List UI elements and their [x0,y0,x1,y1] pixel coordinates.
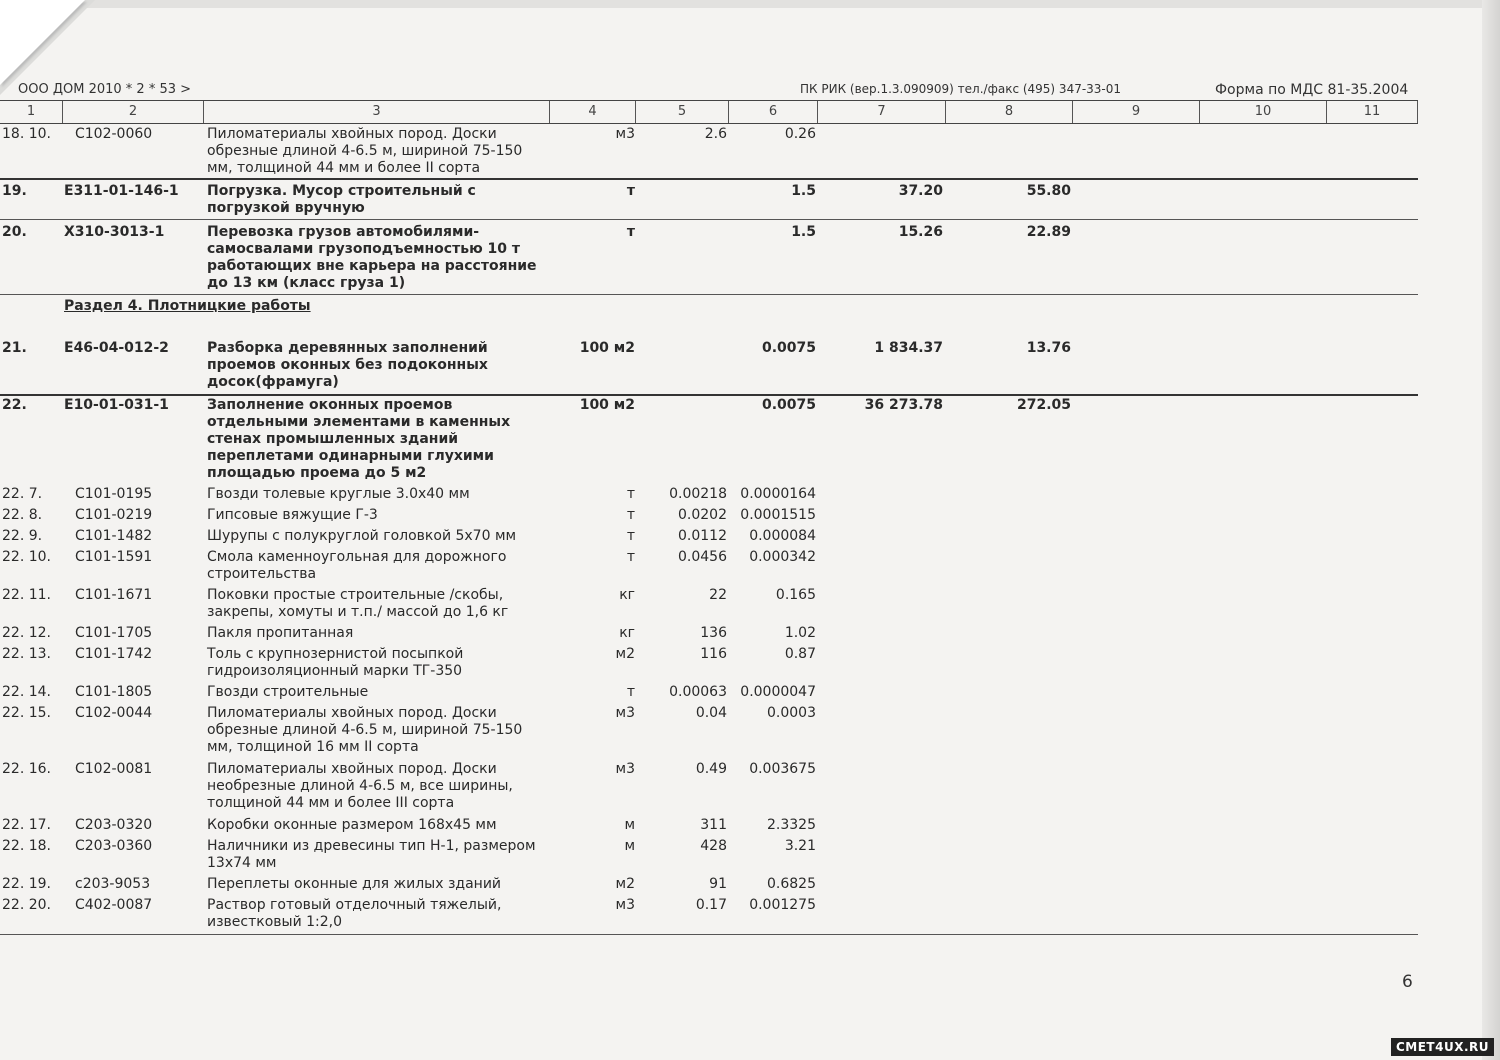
column-header: 5 [636,101,729,123]
row-divider [0,178,1418,180]
row-name: Толь с крупнозернистой посыпкой гидроизоляционный марки ТГ-350 [207,646,464,679]
row-total: 0.87 [784,646,816,662]
row-qty: 2.6 [704,126,727,142]
row-number: 18. 10. [2,126,51,142]
column-header: 2 [63,101,204,123]
row-total: 2.3325 [767,817,816,833]
row-unit: кг [619,587,635,603]
row-divider [0,394,1418,396]
row-code: С203-0360 [75,838,153,854]
row-number: 22. 13. [2,646,51,662]
row-total: 1.5 [791,183,816,199]
row-unit: м [624,817,635,833]
document-header-form: Форма по МДС 81-35.2004 [1215,82,1409,98]
column-header: 7 [818,101,946,123]
row-name: Пиломатериалы хвойных пород. Доски обрезные длиной 4-6.5 м, шириной 75-150 мм, толщиной 44 мм и более II сорта [207,126,523,176]
column-header: 10 [1200,101,1327,123]
folded-corner [0,0,85,85]
row-code: Е46-04-012-2 [64,340,169,356]
row-total: 0.0000164 [740,486,816,502]
row-name: Поковки простые строительные /скобы, закрепы, хомуты и т.п./ массой до 1,6 кг [207,587,509,620]
row-price: 37.20 [898,183,943,199]
row-price: 1 834.37 [874,340,943,356]
row-qty: 0.00063 [669,684,727,700]
row-total: 0.003675 [749,761,816,777]
row-qty: 0.0112 [678,528,727,544]
row-name: Коробки оконные размером 168х45 мм [207,817,497,833]
row-total: 1.02 [784,625,816,641]
row-unit: 100 м2 [579,340,635,356]
row-total: 3.21 [784,838,816,854]
row-name: Гвозди толевые круглые 3.0х40 мм [207,486,470,502]
row-unit: т [626,549,635,565]
row-qty: 116 [700,646,727,662]
row-qty: 91 [709,876,727,892]
row-number: 22. 18. [2,838,51,854]
row-qty: 428 [700,838,727,854]
row-number: 22. 15. [2,705,51,721]
row-unit: т [626,507,635,523]
row-code: С101-1671 [75,587,153,603]
row-number: 22. 11. [2,587,51,603]
row-number: 22. 14. [2,684,51,700]
row-code: С402-0087 [75,897,153,913]
document-header-left: ООО ДОМ 2010 * 2 * 53 > [18,82,192,97]
row-name: Пакля пропитанная [207,625,354,641]
table-bottom-rule [0,934,1418,935]
row-code: С101-0219 [75,507,153,523]
row-number: 22. 20. [2,897,51,913]
row-number: 22. [2,397,27,413]
row-qty: 136 [700,625,727,641]
row-name: Гвозди строительные [207,684,369,700]
row-number: 22. 19. [2,876,51,892]
page-number: 6 [1402,972,1413,992]
row-code: Е311-01-146-1 [64,183,179,199]
row-total: 0.001275 [749,897,816,913]
column-header: 6 [729,101,818,123]
row-price: 15.26 [898,224,943,240]
row-unit: м [624,838,635,854]
row-name: Разборка деревянных заполнений проемов оконных без подоконных досок(фрамуга) [207,340,488,390]
column-header-row [0,100,1418,124]
row-name: Пиломатериалы хвойных пород. Доски обрезные длиной 4-6.5 м, шириной 75-150 мм, толщиной 16 мм II сорта [207,705,523,755]
column-header: 11 [1327,101,1418,123]
column-header: 4 [550,101,636,123]
row-name: Перевозка грузов автомобилями-самосвалами грузоподъемностью 10 т работающих вне карьера на расстояние до 13 км (класс груза 1) [207,224,537,291]
row-qty: 311 [700,817,727,833]
row-unit: т [626,528,635,544]
row-cost: 272.05 [1016,397,1071,413]
row-total: 0.0003 [767,705,816,721]
row-name: Гипсовые вяжущие Г-3 [207,507,378,523]
row-divider [0,294,1418,295]
row-total: 0.000084 [749,528,816,544]
row-number: 22. 16. [2,761,51,777]
row-number: 19. [2,183,27,199]
row-name: Наличники из древесины тип Н-1, размером 13х74 мм [207,838,536,871]
row-unit: м2 [615,646,635,662]
row-code: С101-1805 [75,684,153,700]
row-name: Заполнение оконных проемов отдельными элементами в каменных стенах промышленных зданий переплетами одинарными глухими площадью проема до 5 м2 [207,397,511,481]
row-name: Раствор готовый отделочный тяжелый, известковый 1:2,0 [207,897,502,930]
row-unit: м3 [615,761,635,777]
row-cost: 13.76 [1026,340,1071,356]
row-unit: 100 м2 [579,397,635,413]
document-header-software: ПК РИК (вер.1.3.090909) тел./факс (495) 347-33-01 [800,82,1122,96]
row-total: 1.5 [791,224,816,240]
row-qty: 0.49 [695,761,727,777]
row-unit: т [626,684,635,700]
column-header: 9 [1073,101,1200,123]
row-qty: 0.04 [695,705,727,721]
row-number: 21. [2,340,27,356]
row-unit: м2 [615,876,635,892]
row-number: 22. 9. [2,528,43,544]
row-number: 22. 7. [2,486,43,502]
column-header: 3 [204,101,550,123]
row-code: Х310-3013-1 [64,224,165,240]
row-name: Погрузка. Мусор строительный с погрузкой вручную [207,183,476,216]
column-header: 1 [0,101,63,123]
row-number: 22. 10. [2,549,51,565]
row-qty: 0.17 [695,897,727,913]
row-code: С101-1591 [75,549,153,565]
row-code: С102-0044 [75,705,153,721]
row-total: 0.26 [784,126,816,142]
scan-right-edge [1482,0,1500,1060]
row-name: Смола каменноугольная для дорожного строительства [207,549,507,582]
row-unit: т [626,224,635,240]
row-name: Пиломатериалы хвойных пород. Доски необрезные длиной 4-6.5 м, все ширины, толщиной 44 мм и более III сорта [207,761,513,811]
row-total: 0.0000047 [740,684,816,700]
row-price: 36 273.78 [864,397,943,413]
row-divider [0,219,1418,220]
row-unit: т [626,183,635,199]
row-total: 0.6825 [767,876,816,892]
row-qty: 0.0202 [678,507,727,523]
row-number: 22. 8. [2,507,43,523]
row-unit: т [626,486,635,502]
row-total: 0.0075 [761,397,816,413]
row-code: С101-1705 [75,625,153,641]
column-header: 8 [946,101,1073,123]
row-qty: 0.0456 [678,549,727,565]
row-code: С102-0060 [75,126,153,142]
row-name: Переплеты оконные для жилых зданий [207,876,502,892]
scan-top-edge [0,0,1500,8]
row-code: С102-0081 [75,761,153,777]
row-total: 0.000342 [749,549,816,565]
row-unit: м3 [615,705,635,721]
row-qty: 0.00218 [669,486,727,502]
row-code: с203-9053 [75,876,151,892]
row-unit: м3 [615,897,635,913]
section-heading: Раздел 4. Плотницкие работы [64,298,311,314]
row-number: 22. 12. [2,625,51,641]
row-code: С203-0320 [75,817,153,833]
row-code: С101-0195 [75,486,153,502]
row-unit: м3 [615,126,635,142]
row-cost: 55.80 [1026,183,1071,199]
row-number: 20. [2,224,27,240]
row-name: Шурупы с полукруглой головкой 5х70 мм [207,528,517,544]
row-code: С101-1742 [75,646,153,662]
row-unit: кг [619,625,635,641]
row-total: 0.0075 [761,340,816,356]
row-cost: 22.89 [1026,224,1071,240]
row-code: Е10-01-031-1 [64,397,169,413]
row-total: 0.0001515 [740,507,816,523]
row-code: С101-1482 [75,528,153,544]
row-total: 0.165 [775,587,816,603]
row-qty: 22 [709,587,727,603]
watermark-logo: СМЕТ4UX.RU [1391,1038,1494,1056]
row-number: 22. 17. [2,817,51,833]
